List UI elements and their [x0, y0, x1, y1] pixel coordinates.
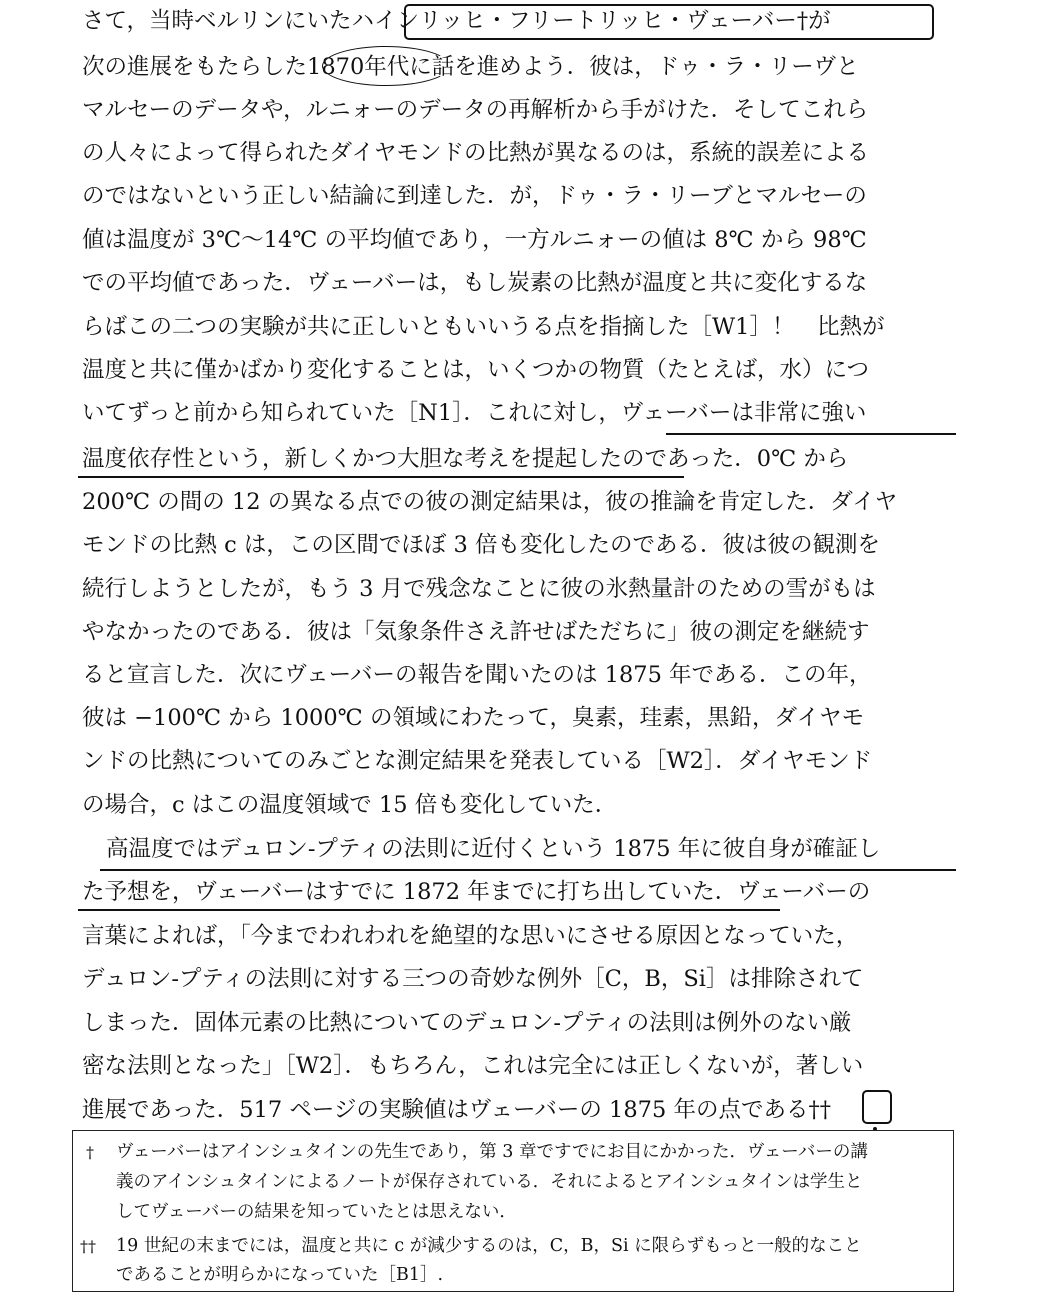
footnote-1-line-1: ヴェーバーはアインシュタインの先生であり，第 3 章ですでにお目にかかった．ヴェーバーの講 — [116, 1142, 868, 1162]
body-line-11: 温度依存性という，新しくかつ大胆な考えを提起したのであった．0℃ から — [82, 446, 849, 472]
body-line-7: での平均値であった．ヴェーバーは，もし炭素の比熱が温度と共に変化するな — [82, 270, 868, 296]
body-line-13: モンドの比熱 c は，この区間でほぼ 3 倍も変化したのである．彼は彼の観測を — [82, 532, 881, 558]
body-line-4: の人々によって得られたダイヤモンドの比熱が異なるのは，系統的誤差による — [82, 140, 870, 166]
body-line-26: 進展であった．517 ページの実験値はヴェーバーの 1875 年の点である†† — [82, 1097, 831, 1123]
name-box-annotation — [404, 4, 934, 40]
footnote-1-mark: † — [86, 1143, 94, 1162]
underline-annotation-1b — [78, 476, 684, 478]
body-line-8: らばこの二つの実験が共に正しいともいいうる点を指摘した［W1］！ 比熱が — [82, 314, 885, 340]
body-line-10: いてずっと前から知られていた［N1］．これに対し，ヴェーバーは非常に強い — [82, 400, 867, 426]
underline-annotation-1a — [666, 433, 956, 435]
body-line-19: の場合，c はこの温度領域で 15 倍も変化していた． — [82, 792, 618, 818]
body-line-6: 値は温度が 3℃～14℃ の平均値であり，一方ルニォーの値は 8℃ から 98℃ — [82, 227, 867, 253]
body-line-16: ると宣言した．次にヴェーバーの報告を聞いたのは 1875 年である．この年， — [82, 662, 872, 688]
body-line-2: 次の進展をもたらした1870年代に話を進めよう．彼は，ドゥ・ラ・リーヴと — [82, 54, 859, 80]
body-line-18: ンドの比熱についてのみごとな測定結果を発表している［W2］．ダイヤモンド — [82, 748, 873, 774]
body-line-17: 彼は −100℃ から 1000℃ の領域にわたって，臭素，珪素，黒鉛，ダイヤモ — [82, 705, 865, 731]
underline-annotation-2b — [78, 909, 780, 911]
footnote-1-line-2: 義のアインシュタインによるノートが保存されている．それによるとアインシュタインは学生と — [116, 1172, 863, 1192]
underline-annotation-2a — [100, 869, 956, 871]
double-dagger-box-annotation — [862, 1090, 892, 1124]
1870s-circle-annotation — [322, 46, 450, 86]
body-line-22: 言葉によれば，「今までわれわれを絶望的な思いにさせる原因となっていた， — [82, 923, 859, 949]
body-line-25: 密な法則となった」［W2］．もちろん，これは完全には正しくないが，著しい — [82, 1053, 864, 1079]
body-line-12: 200℃ の間の 12 の異なる点での彼の測定結果は，彼の推論を肯定した．ダイヤ — [82, 489, 898, 515]
body-line-21: た予想を，ヴェーバーはすでに 1872 年までに打ち出していた．ヴェーバーの — [82, 879, 871, 905]
body-line-15: やなかったのである．彼は「気象条件さえ許せばただちに」彼の測定を継続す — [82, 619, 870, 645]
footnote-1-line-3: してヴェーバーの結果を知っていたとは思えない． — [116, 1202, 517, 1222]
body-line-24: しまった．固体元素の比熱についてのデュロン-プティの法則は例外のない厳 — [82, 1010, 852, 1036]
body-line-1: さて，当時ベルリンにいたハインリッヒ・フリートリッヒ・ヴェーバー†が — [82, 8, 831, 34]
body-line-5: のではないという正しい結論に到達した．が，ドゥ・ラ・リーブとマルセーの — [82, 183, 867, 209]
body-line-9: 温度と共に僅かばかり変化することは，いくつかの物質（たとえば，水）につ — [82, 357, 870, 383]
footnote-2-mark: †† — [80, 1237, 96, 1256]
footnote-2-line-2: であることが明らかになっていた［B1］. — [116, 1265, 444, 1285]
body-line-14: 続行しようとしたが，もう 3 月で残念なことに彼の氷熱量計のための雪がもは — [82, 576, 876, 602]
body-line-3: マルセーのデータや，ルニォーのデータの再解析から手がけた．そしてこれら — [82, 97, 869, 123]
footnote-2-line-1: 19 世紀の末までには，温度と共に c が減少するのは，C，B，Si に限らずもっと一般的なこと — [116, 1236, 862, 1256]
body-line-23: デュロン-プティの法則に対する三つの奇妙な例外［C，B，Si］は排除されて — [82, 966, 864, 992]
body-line-20: 高温度ではデュロン-プティの法則に近付くという 1875 年に彼自身が確証し — [106, 836, 881, 862]
